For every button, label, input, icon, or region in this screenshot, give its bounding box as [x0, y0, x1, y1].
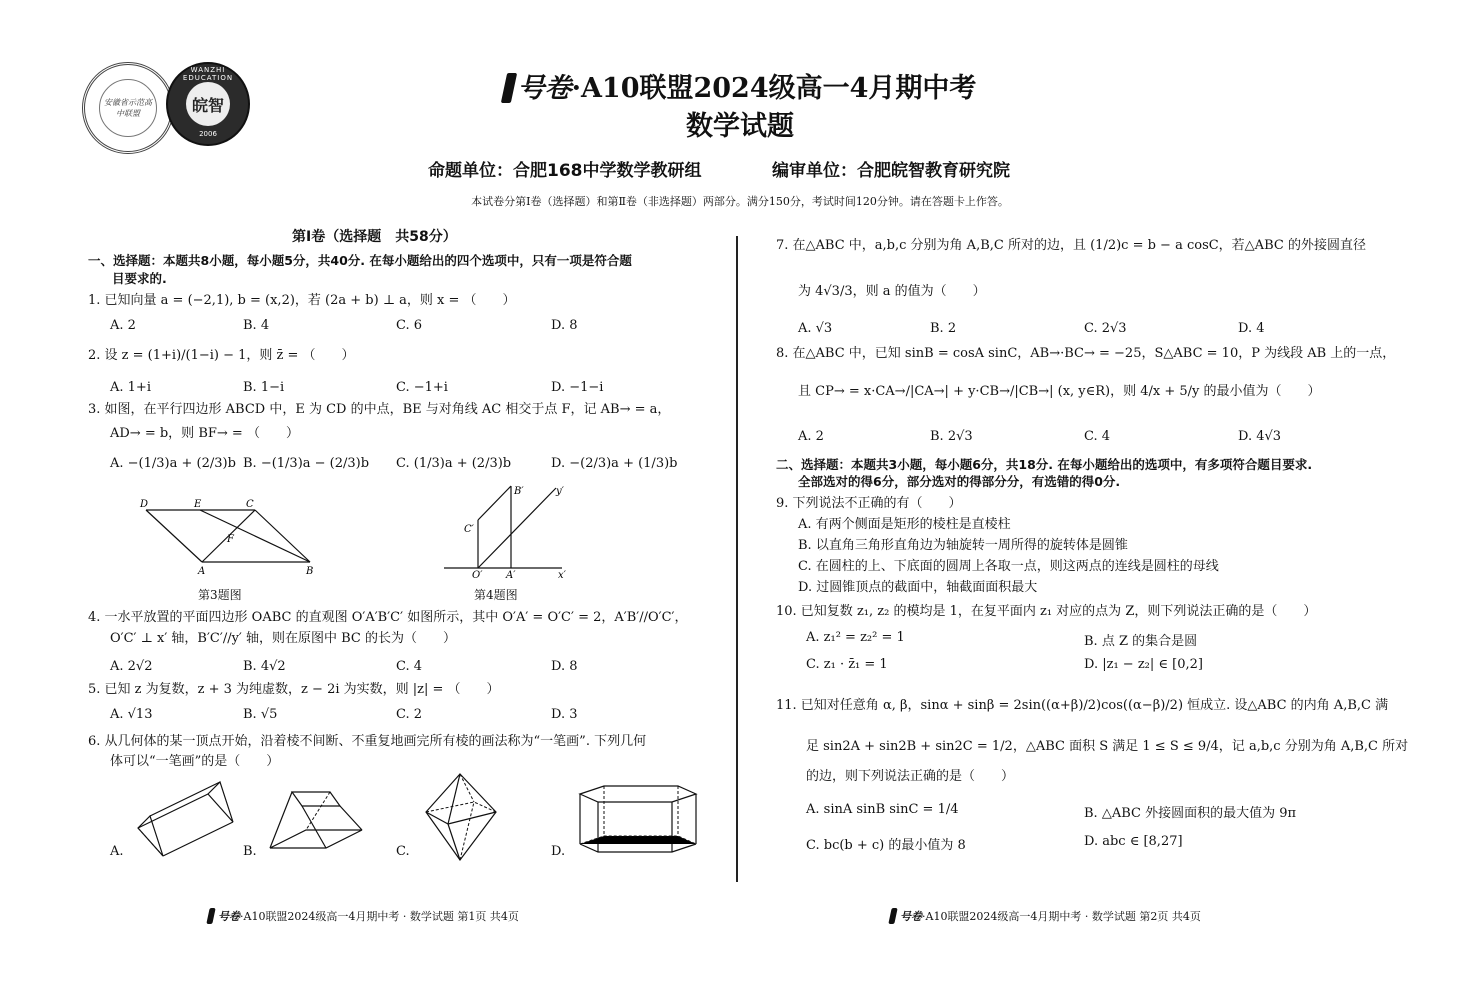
fig3-edge-cb: [255, 510, 310, 562]
q9-option-b: B. 以直角三角形直角边为轴旋转一周所得的旋转体是圆锥: [798, 538, 1128, 553]
q1-stem: 1. 已知向量 a = (−2,1), b = (x,2)，若 (2a + b) ⊥ a，则 x = （ ）: [88, 293, 516, 308]
fig3-label-f: F: [227, 534, 234, 545]
q9-option-a: A. 有两个侧面是矩形的棱柱是直棱柱: [798, 517, 1011, 532]
q6-figure-b-frustum: [262, 782, 370, 864]
fig4-edge-c-b: [478, 486, 511, 520]
fig3-edge-da: [146, 510, 202, 562]
alliance-logo: [82, 62, 174, 154]
section2-instructions-cont: 全部选对的得6分，部分选对的得部分分，有选错的得0分.: [798, 474, 1121, 489]
q4-option-d: D. 8: [551, 659, 578, 674]
q1-option-b: B. 4: [243, 318, 270, 333]
q6-stem-cont: 体可以“一笔画”的是（ ）: [110, 754, 280, 769]
q3-option-a: A. −(1/3)a + (2/3)b: [110, 456, 236, 471]
figure-3-caption: 第3题图: [198, 588, 242, 602]
q10-stem: 10. 已知复数 z₁, z₂ 的模均是 1，在复平面内 z₁ 对应的点为 Z，则下列说法正确的是（ ）: [776, 604, 1317, 619]
fig3-label-b: B: [306, 566, 314, 577]
fig4-y-axis: [478, 488, 556, 568]
fig4-label-o: O′: [472, 570, 483, 581]
footer-brand-icon: [888, 908, 897, 924]
q8-option-a: A. 2: [798, 429, 824, 444]
footer-brand: 号卷: [900, 910, 922, 923]
q1-option-d: D. 8: [551, 318, 578, 333]
q6-figure-d-hexagonal-prism: [574, 782, 702, 864]
q3-option-b: B. −(1/3)a − (2/3)b: [243, 456, 370, 471]
q9-stem: 9. 下列说法不正确的有（ ）: [776, 496, 962, 511]
brand-brush-icon: [500, 73, 516, 103]
fig4-label-b: B′: [514, 486, 524, 497]
q6-option-d: D.: [551, 844, 566, 859]
q10-option-b: B. 点 Z 的集合是圆: [1084, 634, 1198, 649]
q6-stem: 6. 从几何体的某一顶点开始，沿着棱不间断、不重复地画完所有棱的画法称为“一笔画”. 下列几何: [88, 734, 647, 749]
q9-option-c: C. 在圆柱的上、下底面的圆周上各取一点，则这两点的连线是圆柱的母线: [798, 559, 1219, 574]
q3-stem: 3. 如图，在平行四边形 ABCD 中，E 为 CD 的中点，BE 与对角线 AC 相交于点 F，记 AB→ = a，: [88, 402, 671, 417]
q4-stem: 4. 一水平放置的平面四边形 OABC 的直观图 O′A′B′C′ 如图所示，其中 O′A′ = O′C′ = 2，A′B′//O′C′，: [88, 610, 688, 625]
q4-option-b: B. 4√2: [243, 659, 286, 674]
exam-title-text: ·A10联盟2024级高一4月期中考: [571, 73, 977, 104]
q7-stem-cont: 为 4√3/3，则 a 的值为（ ）: [798, 284, 986, 299]
brand-name: 号卷: [517, 73, 572, 104]
footer-right-text: ·A10联盟2024级高一4月期中考 · 数学试题 第2页 共4页: [922, 910, 1201, 923]
wanzhi-logo: [166, 62, 250, 146]
footer-left-text: ·A10联盟2024级高一4月期中考 · 数学试题 第1页 共4页: [240, 910, 519, 923]
fig3-segment-eb: [200, 510, 310, 562]
q2-option-d: D. −1−i: [551, 380, 604, 395]
fig4-label-a: A′: [506, 570, 516, 581]
proposition-unit: 命题单位：合肥168中学数学教研组: [428, 161, 702, 181]
q4-stem-cont: O′C′ ⊥ x′ 轴，B′C′//y′ 轴，则在原图中 BC 的长为（ ）: [110, 631, 457, 646]
section1-instructions-cont: 目要求的.: [112, 271, 167, 286]
q2-stem: 2. 设 z = (1+i)/(1−i) − 1，则 z̄ = （ ）: [88, 348, 355, 363]
fig3-label-e: E: [194, 499, 202, 510]
exam-title: [480, 66, 1000, 105]
wanzhi-logo-year: 2006: [199, 130, 217, 138]
q11-stem-cont: 足 sin2A + sin2B + sin2C = 1/2，△ABC 面积 S 满足 1 ≤ S ≤ 9/4，记 a,b,c 分别为角 A,B,C 所对: [806, 739, 1409, 754]
q8-option-d: D. 4√3: [1238, 429, 1282, 444]
q5-option-c: C. 2: [396, 707, 423, 722]
q1-option-a: A. 2: [110, 318, 136, 333]
footer-right: [890, 908, 1201, 924]
q7-option-b: B. 2: [930, 321, 957, 336]
exam-subtitle: 数学试题: [686, 111, 794, 142]
q3-option-c: C. (1/3)a + (2/3)b: [396, 456, 512, 471]
q5-option-d: D. 3: [551, 707, 578, 722]
q4-option-a: A. 2√2: [110, 659, 153, 674]
q5-stem: 5. 已知 z 为复数，z + 3 为纯虚数，z − 2i 为实数，则 |z| = （ ）: [88, 682, 500, 697]
section1-instructions: 一、选择题：本题共8小题，每小题5分，共40分. 在每小题给出的四个选项中，只有一项是符合题: [88, 253, 632, 268]
q10-option-a: A. z₁² = z₂² = 1: [806, 630, 905, 645]
footer-brand: 号卷: [218, 910, 240, 923]
fig3-label-a: A: [198, 566, 206, 577]
q11-option-a: A. sinA sinB sinC = 1/4: [806, 802, 959, 817]
q7-option-a: A. √3: [798, 321, 833, 336]
column-divider: [736, 236, 738, 882]
q6-option-a: A.: [110, 844, 124, 859]
q5-option-a: A. √13: [110, 707, 153, 722]
q9-option-d: D. 过圆锥顶点的截面中，轴截面面积最大: [798, 580, 1038, 595]
q8-option-b: B. 2√3: [930, 429, 973, 444]
q11-stem-cont2: 的边，则下列说法正确的是（ ）: [806, 769, 1015, 784]
q3-stem-cont: AD→ = b，则 BF→ = （ ）: [110, 426, 299, 441]
volume-title: 第Ⅰ卷（选择题 共58分）: [292, 229, 457, 245]
q7-stem: 7. 在△ABC 中，a,b,c 分别为角 A,B,C 所对的边，且 (1/2)c = b − a cosC，若△ABC 的外接圆直径: [776, 238, 1366, 253]
q2-option-c: C. −1+i: [396, 380, 448, 395]
review-unit: 编审单位：合肥皖智教育研究院: [772, 161, 1010, 181]
exam-notice: 本试卷分第Ⅰ卷（选择题）和第Ⅱ卷（非选择题）两部分。满分150分，考试时间120分钟。请在答题卡上作答。: [471, 195, 1009, 208]
wanzhi-logo-emblem: 皖智: [186, 82, 230, 126]
figure-3-parallelogram: [130, 496, 330, 581]
alliance-logo-emblem: 安徽省示范高中联盟: [99, 79, 157, 137]
q8-stem-cont: 且 CP→ = x·CA→/|CA→| + y·CB→/|CB→| (x, y∈R)，则 4/x + 5/y 的最小值为（ ）: [798, 384, 1321, 399]
q6-option-c: C.: [396, 844, 410, 859]
fig3-label-d: D: [140, 499, 149, 510]
q2-option-b: B. 1−i: [243, 380, 285, 395]
wanzhi-logo-ring-text: WANZHI EDUCATION: [182, 66, 234, 82]
q2-option-a: A. 1+i: [110, 380, 151, 395]
figure-4-caption: 第4题图: [474, 588, 518, 602]
q10-option-c: C. z₁ · z̄₁ = 1: [806, 657, 888, 672]
q11-option-b: B. △ABC 外接圆面积的最大值为 9π: [1084, 806, 1297, 821]
fig4-label-c: C′: [464, 524, 474, 535]
fig4-label-x: x′: [558, 570, 566, 581]
footer-brand-icon: [206, 908, 215, 924]
fig3-label-c: C: [246, 499, 254, 510]
q11-option-c: C. bc(b + c) 的最小值为 8: [806, 838, 966, 853]
q7-option-d: D. 4: [1238, 321, 1265, 336]
q11-option-d: D. abc ∈ [8,27]: [1084, 834, 1183, 849]
q3-option-d: D. −(2/3)a + (1/3)b: [551, 456, 678, 471]
q4-option-c: C. 4: [396, 659, 423, 674]
q6-figure-c-octahedron: [420, 772, 502, 864]
q11-stem: 11. 已知对任意角 α, β，sinα + sinβ = 2sin((α+β)/2)cos((α−β)/2) 恒成立. 设△ABC 的内角 A,B,C 满: [776, 698, 1389, 713]
q5-option-b: B. √5: [243, 707, 278, 722]
q6-option-b: B.: [243, 844, 257, 859]
figure-4-intuitive-diagram: [438, 480, 578, 582]
q8-option-c: C. 4: [1084, 429, 1111, 444]
q8-stem: 8. 在△ABC 中，已知 sinB = cosA sinC，AB→·BC→ = −25，S△ABC = 10，P 为线段 AB 上的一点，: [776, 346, 1396, 361]
q1-option-c: C. 6: [396, 318, 423, 333]
footer-left: [208, 908, 519, 924]
q10-option-d: D. |z₁ − z₂| ∈ [0,2]: [1084, 657, 1203, 672]
q6-figure-a-prism: [128, 780, 246, 860]
section2-instructions: 二、选择题：本题共3小题，每小题6分，共18分. 在每小题给出的选项中，有多项符合题目要求.: [776, 457, 1313, 472]
q7-option-c: C. 2√3: [1084, 321, 1127, 336]
fig4-label-y: y′: [556, 486, 564, 497]
